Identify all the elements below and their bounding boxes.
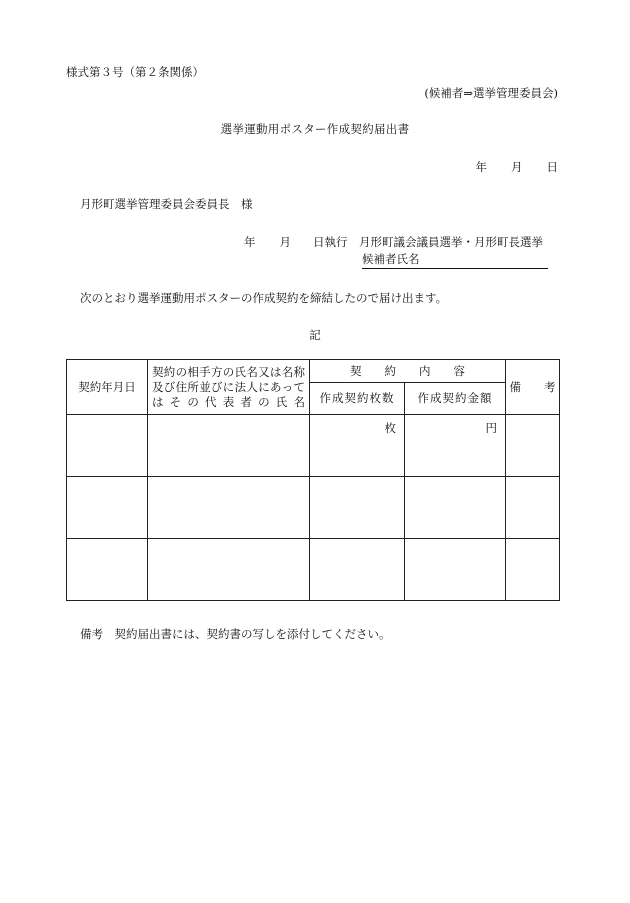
cell-date[interactable]: [67, 539, 148, 601]
cell-count[interactable]: [310, 477, 405, 539]
cell-party[interactable]: [148, 539, 310, 601]
table-row: [67, 477, 560, 539]
page-title: 選挙運動用ポスター作成契約届出書: [220, 122, 410, 136]
header-remarks: 備 考: [506, 360, 560, 415]
cell-count[interactable]: [310, 415, 405, 477]
cell-count[interactable]: [310, 539, 405, 601]
header-contract-date: 契約年月日: [67, 360, 148, 415]
cell-amount[interactable]: [405, 415, 506, 477]
header-contract-party: [148, 360, 310, 415]
header-party-line-3: はその代表者の氏名: [152, 394, 305, 409]
header-party-line-1: 契約の相手方の氏名又は名称: [152, 364, 305, 379]
ki-label: 記: [309, 328, 321, 342]
header-contract-contents: 契 約 内 容: [310, 360, 506, 383]
footnote: 備考 契約届出書には、契約書の写しを添付してください。: [80, 627, 391, 641]
cell-remarks[interactable]: [506, 539, 560, 601]
header-party-line-2: 及び住所並びに法人にあって: [152, 379, 305, 394]
recipient-line: 月形町選挙管理委員会委員長 様: [80, 197, 253, 211]
cell-date[interactable]: [67, 415, 148, 477]
cell-amount[interactable]: [405, 477, 506, 539]
cell-party[interactable]: [148, 477, 310, 539]
election-suffix: 日執行 月形町議会議員選挙・月形町長選挙: [313, 235, 543, 249]
cell-amount[interactable]: [405, 539, 506, 601]
intro-text: 次のとおり選挙運動用ポスターの作成契約を締結したので届け出ます。: [80, 291, 448, 305]
election-year-label: 年: [244, 235, 256, 249]
cell-party[interactable]: [148, 415, 310, 477]
table-row: [67, 415, 560, 477]
candidate-name-label: 候補者氏名: [362, 252, 420, 266]
date-year-label: 年: [475, 160, 487, 174]
election-month-label: 月: [279, 235, 291, 249]
form-number: 様式第３号（第２条関係）: [66, 65, 204, 79]
unit-yen: 円: [485, 421, 497, 435]
date-month-label: 月: [511, 160, 523, 174]
cell-date[interactable]: [67, 477, 148, 539]
unit-sheets: 枚: [384, 421, 396, 435]
submitter-note: (候補者⇒選挙管理委員会): [424, 86, 558, 100]
submission-date-line: [476, 159, 559, 175]
cell-remarks[interactable]: [506, 477, 560, 539]
header-count: 作成契約枚数: [310, 383, 405, 415]
date-day-label: 日: [546, 160, 558, 174]
candidate-name-line[interactable]: [362, 251, 548, 269]
election-line: [244, 234, 543, 250]
header-amount: 作成契約金額: [405, 383, 506, 415]
table-row: [67, 539, 560, 601]
contract-table: [66, 359, 560, 601]
cell-remarks[interactable]: [506, 415, 560, 477]
